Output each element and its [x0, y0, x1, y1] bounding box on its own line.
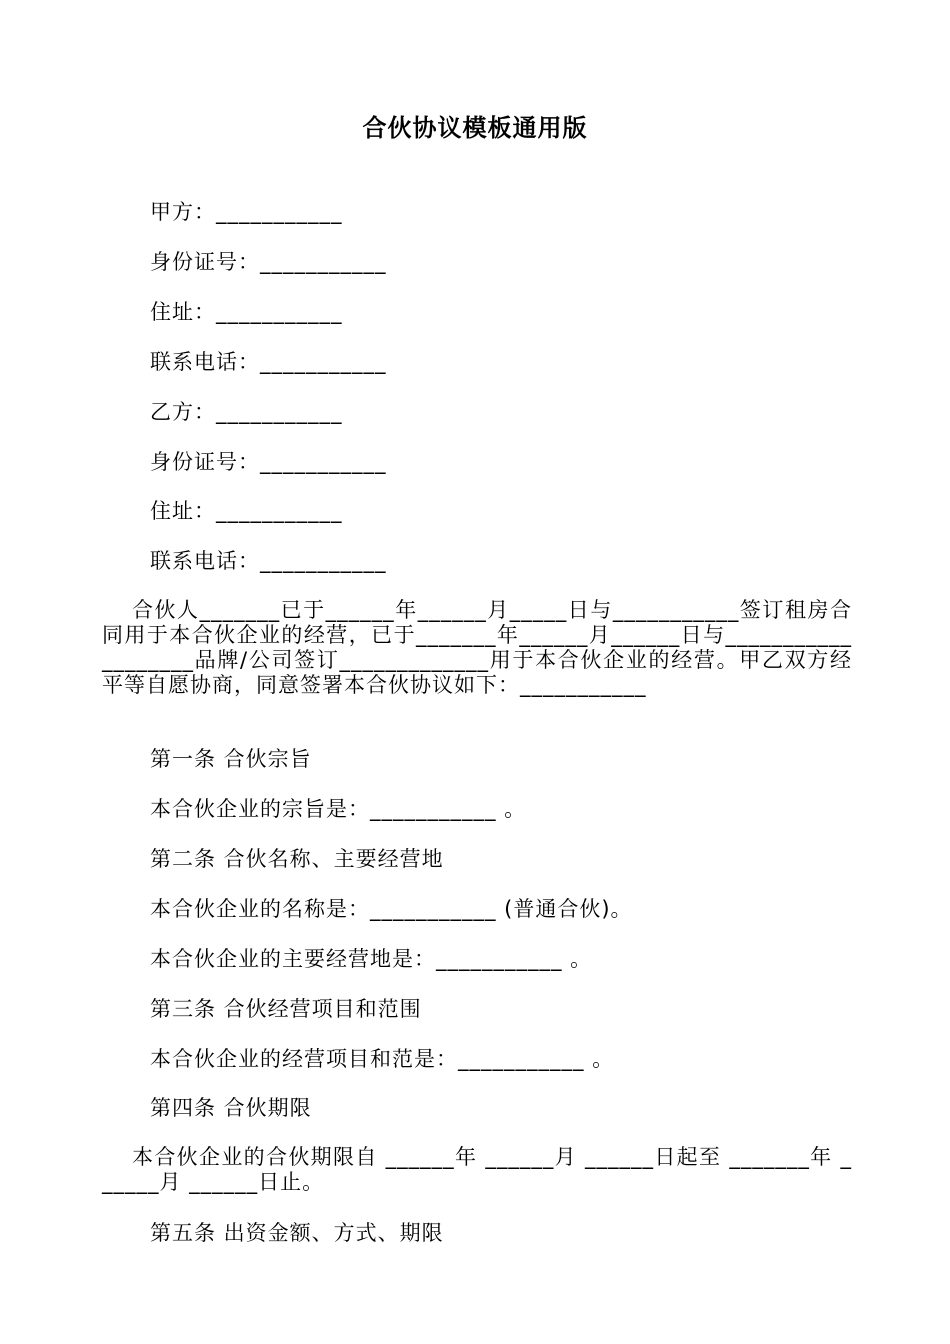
party-a-id-line: 身份证号：___________ — [150, 250, 387, 274]
party-a-name-line: 甲方：___________ — [150, 200, 343, 224]
article2-location-text: 本合伙企业的主要经营地是：___________ 。 — [150, 947, 593, 971]
document-title: 合伙协议模板通用版 — [362, 114, 588, 142]
article4-text: 本合伙企业的合伙期限自 ______年 ______月 ______日起至 _______年 ______月 ______日止。 — [102, 1145, 852, 1194]
article2-heading: 第二条 合伙名称、主要经营地 — [150, 847, 444, 871]
party-a-address-line: 住址：___________ — [150, 300, 343, 324]
article2-name-text: 本合伙企业的名称是：___________ (普通合伙)。 — [150, 897, 633, 921]
article5-heading: 第五条 出资金额、方式、期限 — [150, 1221, 444, 1245]
party-a-phone-line: 联系电话：___________ — [150, 350, 387, 374]
party-b-phone-line: 联系电话：___________ — [150, 549, 387, 573]
party-b-name-line: 乙方：___________ — [150, 400, 343, 424]
article1-text: 本合伙企业的宗旨是：___________ 。 — [150, 797, 527, 821]
article1-heading: 第一条 合伙宗旨 — [150, 747, 312, 771]
article3-heading: 第三条 合伙经营项目和范围 — [150, 997, 422, 1021]
article3-text: 本合伙企业的经营项目和范是：___________ 。 — [150, 1047, 615, 1071]
party-b-id-line: 身份证号：___________ — [150, 450, 387, 474]
intro-paragraph: 合伙人_______已于______年______月_____日与___________签订租房合同用于本合伙企业的经营，已于_______年______月______日与___________________品牌/公司签订_____________用于本合伙企业的经营。甲乙双方经平等自愿协商，同意签署本合伙协议如下：___________ — [102, 598, 852, 697]
party-b-address-line: 住址：___________ — [150, 499, 343, 523]
article4-heading: 第四条 合伙期限 — [150, 1096, 312, 1120]
